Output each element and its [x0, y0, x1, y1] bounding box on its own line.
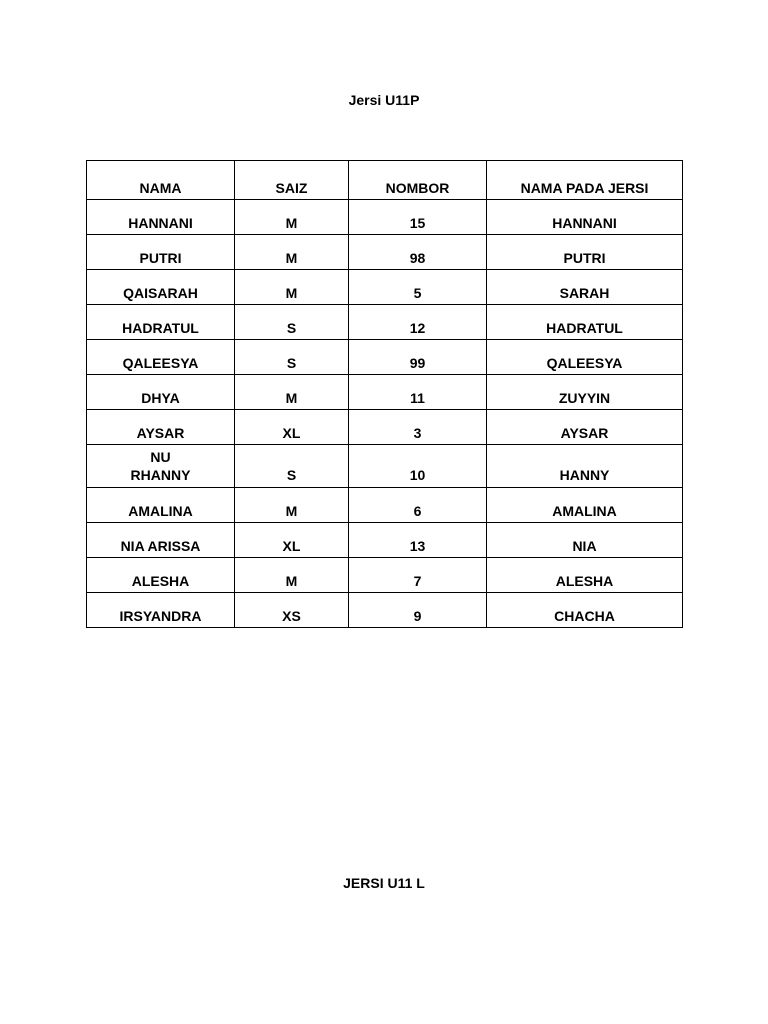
cell-nama: PUTRI: [87, 235, 235, 270]
cell-nama-pada-jersi: SARAH: [487, 270, 683, 305]
cell-nama-pada-jersi: AYSAR: [487, 410, 683, 445]
cell-nama: QAISARAH: [87, 270, 235, 305]
table-row: [87, 593, 683, 628]
table-row: [87, 340, 683, 375]
cell-nombor: 12: [349, 305, 487, 340]
cell-nama-pada-jersi: CHACHA: [487, 593, 683, 628]
header-saiz: SAIZ: [235, 161, 349, 200]
cell-nama-pada-jersi: ZUYYIN: [487, 375, 683, 410]
table-row: [87, 523, 683, 558]
table-row: [87, 270, 683, 305]
document-title: Jersi U11P: [348, 92, 420, 108]
cell-nama: [87, 445, 235, 488]
cell-nombor: 13: [349, 523, 487, 558]
cell-saiz: S: [235, 445, 349, 488]
table-row: [87, 445, 683, 488]
header-nama: NAMA: [87, 161, 235, 200]
cell-nama: AMALINA: [87, 488, 235, 523]
cell-nombor: 99: [349, 340, 487, 375]
cell-nama-pada-jersi: NIA: [487, 523, 683, 558]
cell-nama: HADRATUL: [87, 305, 235, 340]
cell-nombor: 9: [349, 593, 487, 628]
cell-saiz: M: [235, 235, 349, 270]
table-row: [87, 235, 683, 270]
cell-saiz: M: [235, 200, 349, 235]
table-row: [87, 200, 683, 235]
cell-saiz: M: [235, 375, 349, 410]
cell-nama-pada-jersi: PUTRI: [487, 235, 683, 270]
cell-saiz: XS: [235, 593, 349, 628]
cell-nama-pada-jersi: HANNY: [487, 445, 683, 488]
cell-nama: IRSYANDRA: [87, 593, 235, 628]
cell-nombor: 7: [349, 558, 487, 593]
cell-nama-pada-jersi: AMALINA: [487, 488, 683, 523]
cell-saiz: M: [235, 488, 349, 523]
cell-nama: ALESHA: [87, 558, 235, 593]
cell-nombor: 15: [349, 200, 487, 235]
table-row: [87, 410, 683, 445]
cell-saiz: XL: [235, 410, 349, 445]
table-row: [87, 558, 683, 593]
cell-nama-pada-jersi: HADRATUL: [487, 305, 683, 340]
table-row: [87, 305, 683, 340]
cell-nama: NIA ARISSA: [87, 523, 235, 558]
cell-nombor: 3: [349, 410, 487, 445]
cell-saiz: M: [235, 270, 349, 305]
cell-nama-pada-jersi: HANNANI: [487, 200, 683, 235]
cell-nama-pada-jersi: QALEESYA: [487, 340, 683, 375]
cell-nama: QALEESYA: [87, 340, 235, 375]
cell-nombor: 6: [349, 488, 487, 523]
cell-nombor: 98: [349, 235, 487, 270]
jersey-table: [86, 160, 683, 628]
cell-nama-text: NU RHANNY: [130, 449, 191, 483]
section-title: JERSI U11 L: [343, 875, 425, 891]
header-nombor: NOMBOR: [349, 161, 487, 200]
cell-nama-pada-jersi: ALESHA: [487, 558, 683, 593]
cell-saiz: XL: [235, 523, 349, 558]
cell-saiz: S: [235, 305, 349, 340]
table-row: [87, 375, 683, 410]
cell-saiz: M: [235, 558, 349, 593]
header-nama-pada-jersi: NAMA PADA JERSI: [487, 161, 683, 200]
table-row: [87, 488, 683, 523]
cell-nama: DHYA: [87, 375, 235, 410]
cell-nombor: 5: [349, 270, 487, 305]
cell-nama: HANNANI: [87, 200, 235, 235]
table-header-row: [87, 161, 683, 200]
cell-saiz: S: [235, 340, 349, 375]
cell-nombor: 10: [349, 445, 487, 488]
cell-nama: AYSAR: [87, 410, 235, 445]
cell-nombor: 11: [349, 375, 487, 410]
